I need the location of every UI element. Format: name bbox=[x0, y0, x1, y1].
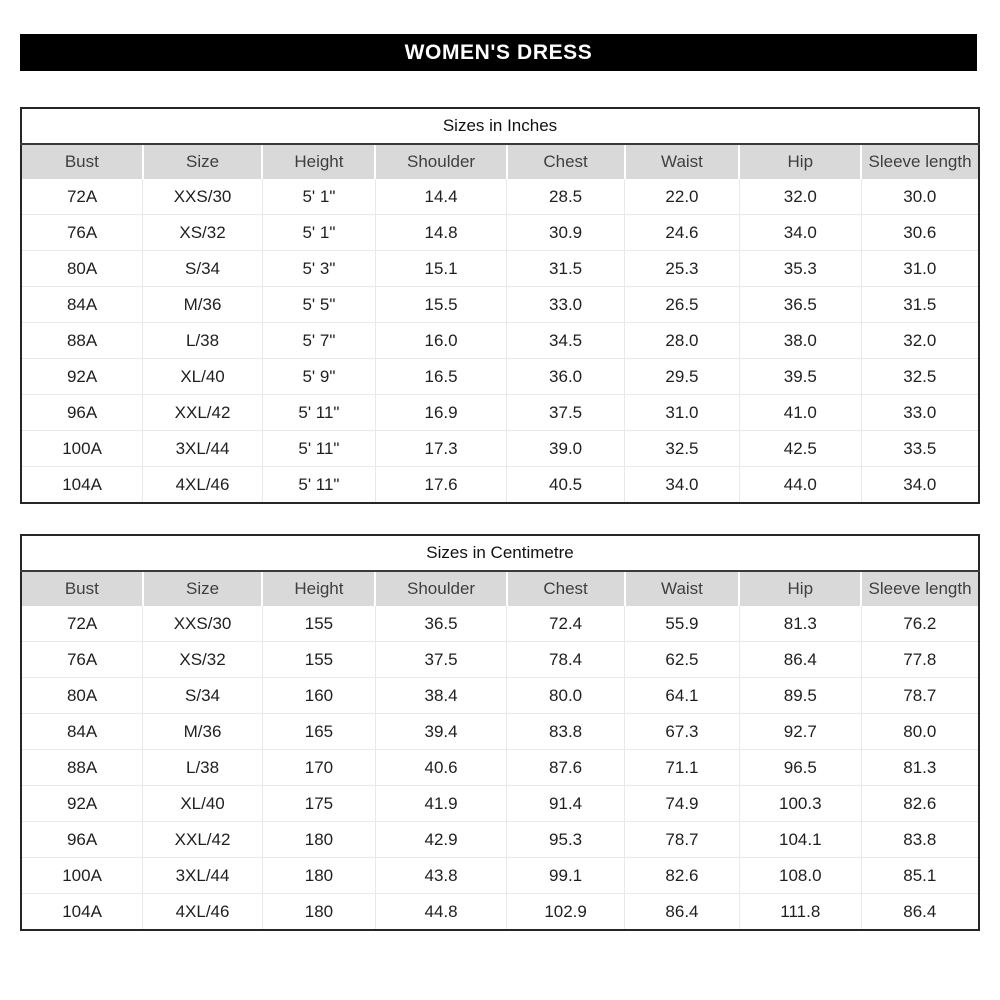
cell: 39.4 bbox=[375, 714, 506, 750]
table-row bbox=[21, 179, 979, 215]
cell: 84A bbox=[21, 287, 143, 323]
column-header-chest: Chest bbox=[507, 144, 625, 179]
cell: 31.0 bbox=[625, 395, 740, 431]
cell: 28.0 bbox=[625, 323, 740, 359]
cell: 78.7 bbox=[861, 678, 979, 714]
cell: 72A bbox=[21, 606, 143, 642]
cell: 32.0 bbox=[739, 179, 861, 215]
page-title: WOMEN'S DRESS bbox=[404, 40, 593, 64]
cell: 96A bbox=[21, 822, 143, 858]
cell: 34.0 bbox=[739, 215, 861, 251]
table-title-row bbox=[21, 108, 979, 144]
cell: 155 bbox=[262, 606, 375, 642]
cell: 104A bbox=[21, 467, 143, 504]
cell: 86.4 bbox=[739, 642, 861, 678]
cell: 30.9 bbox=[507, 215, 625, 251]
centimetre-table-section bbox=[20, 534, 980, 931]
table-row bbox=[21, 251, 979, 287]
cell: L/38 bbox=[143, 323, 263, 359]
cell: 37.5 bbox=[507, 395, 625, 431]
cell: 80A bbox=[21, 678, 143, 714]
cell: 76A bbox=[21, 215, 143, 251]
cell: 14.4 bbox=[375, 179, 506, 215]
cell: 35.3 bbox=[739, 251, 861, 287]
table-row bbox=[21, 714, 979, 750]
column-header-size: Size bbox=[143, 571, 263, 606]
cell: 81.3 bbox=[861, 750, 979, 786]
cell: 100.3 bbox=[739, 786, 861, 822]
column-header-shoulder: Shoulder bbox=[375, 144, 506, 179]
cell: 96A bbox=[21, 395, 143, 431]
column-header-hip: Hip bbox=[739, 144, 861, 179]
cell: 89.5 bbox=[739, 678, 861, 714]
table-body bbox=[21, 179, 979, 503]
cell: 5' 11" bbox=[262, 431, 375, 467]
cell: 40.5 bbox=[507, 467, 625, 504]
cell: 37.5 bbox=[375, 642, 506, 678]
column-header-height: Height bbox=[262, 144, 375, 179]
table-row bbox=[21, 678, 979, 714]
cell: 67.3 bbox=[625, 714, 740, 750]
table-row bbox=[21, 287, 979, 323]
cell: 15.5 bbox=[375, 287, 506, 323]
cell: 76.2 bbox=[861, 606, 979, 642]
table-title: Sizes in Centimetre bbox=[21, 535, 979, 571]
cell: 16.0 bbox=[375, 323, 506, 359]
cell: 30.0 bbox=[861, 179, 979, 215]
column-header-size: Size bbox=[143, 144, 263, 179]
cell: 104.1 bbox=[739, 822, 861, 858]
cell: 100A bbox=[21, 431, 143, 467]
cell: 29.5 bbox=[625, 359, 740, 395]
cell: 92A bbox=[21, 359, 143, 395]
cell: 85.1 bbox=[861, 858, 979, 894]
column-header-hip: Hip bbox=[739, 571, 861, 606]
column-header-sleeve-length: Sleeve length bbox=[861, 571, 979, 606]
column-header-chest: Chest bbox=[507, 571, 625, 606]
table-row bbox=[21, 642, 979, 678]
cell: 3XL/44 bbox=[143, 431, 263, 467]
sizes-in-inches-table bbox=[20, 107, 980, 504]
cell: 5' 1" bbox=[262, 179, 375, 215]
cell: 32.5 bbox=[625, 431, 740, 467]
table-title-row bbox=[21, 535, 979, 571]
cell: XXS/30 bbox=[143, 179, 263, 215]
cell: 26.5 bbox=[625, 287, 740, 323]
cell: XXS/30 bbox=[143, 606, 263, 642]
cell: 96.5 bbox=[739, 750, 861, 786]
table-title: Sizes in Inches bbox=[21, 108, 979, 144]
cell: 78.7 bbox=[625, 822, 740, 858]
table-row bbox=[21, 359, 979, 395]
cell: 4XL/46 bbox=[143, 467, 263, 504]
table-row bbox=[21, 822, 979, 858]
cell: 42.9 bbox=[375, 822, 506, 858]
cell: 41.9 bbox=[375, 786, 506, 822]
cell: 33.0 bbox=[507, 287, 625, 323]
cell: 5' 3" bbox=[262, 251, 375, 287]
cell: 39.5 bbox=[739, 359, 861, 395]
cell: 42.5 bbox=[739, 431, 861, 467]
cell: 180 bbox=[262, 858, 375, 894]
cell: 180 bbox=[262, 894, 375, 931]
cell: 34.0 bbox=[625, 467, 740, 504]
table-row bbox=[21, 858, 979, 894]
cell: 24.6 bbox=[625, 215, 740, 251]
table-body bbox=[21, 606, 979, 930]
cell: 31.0 bbox=[861, 251, 979, 287]
cell: 5' 11" bbox=[262, 467, 375, 504]
cell: 17.6 bbox=[375, 467, 506, 504]
cell: 180 bbox=[262, 822, 375, 858]
cell: 62.5 bbox=[625, 642, 740, 678]
cell: 91.4 bbox=[507, 786, 625, 822]
column-header-height: Height bbox=[262, 571, 375, 606]
cell: 86.4 bbox=[861, 894, 979, 931]
cell: 55.9 bbox=[625, 606, 740, 642]
cell: 5' 5" bbox=[262, 287, 375, 323]
cell: 82.6 bbox=[625, 858, 740, 894]
cell: 111.8 bbox=[739, 894, 861, 931]
cell: 5' 7" bbox=[262, 323, 375, 359]
cell: 64.1 bbox=[625, 678, 740, 714]
cell: 160 bbox=[262, 678, 375, 714]
column-header-bust: Bust bbox=[21, 571, 143, 606]
cell: 34.5 bbox=[507, 323, 625, 359]
cell: 36.5 bbox=[739, 287, 861, 323]
cell: 5' 11" bbox=[262, 395, 375, 431]
cell: 81.3 bbox=[739, 606, 861, 642]
cell: 72A bbox=[21, 179, 143, 215]
cell: 86.4 bbox=[625, 894, 740, 931]
cell: 74.9 bbox=[625, 786, 740, 822]
cell: 5' 1" bbox=[262, 215, 375, 251]
cell: XS/32 bbox=[143, 642, 263, 678]
cell: 32.0 bbox=[861, 323, 979, 359]
cell: 71.1 bbox=[625, 750, 740, 786]
sizes-in-centimetre-table bbox=[20, 534, 980, 931]
cell: 32.5 bbox=[861, 359, 979, 395]
cell: 38.0 bbox=[739, 323, 861, 359]
cell: 80.0 bbox=[861, 714, 979, 750]
table-row bbox=[21, 467, 979, 504]
cell: 3XL/44 bbox=[143, 858, 263, 894]
table-row bbox=[21, 894, 979, 931]
cell: 28.5 bbox=[507, 179, 625, 215]
table-row bbox=[21, 395, 979, 431]
table-row bbox=[21, 215, 979, 251]
cell: 39.0 bbox=[507, 431, 625, 467]
cell: 165 bbox=[262, 714, 375, 750]
table-row bbox=[21, 750, 979, 786]
cell: 108.0 bbox=[739, 858, 861, 894]
cell: 155 bbox=[262, 642, 375, 678]
cell: XXL/42 bbox=[143, 395, 263, 431]
cell: 31.5 bbox=[861, 287, 979, 323]
cell: 83.8 bbox=[507, 714, 625, 750]
cell: XS/32 bbox=[143, 215, 263, 251]
cell: L/38 bbox=[143, 750, 263, 786]
column-header-shoulder: Shoulder bbox=[375, 571, 506, 606]
cell: 78.4 bbox=[507, 642, 625, 678]
cell: 100A bbox=[21, 858, 143, 894]
cell: 76A bbox=[21, 642, 143, 678]
cell: 44.0 bbox=[739, 467, 861, 504]
column-header-row bbox=[21, 571, 979, 606]
cell: 36.5 bbox=[375, 606, 506, 642]
cell: 31.5 bbox=[507, 251, 625, 287]
table-row bbox=[21, 431, 979, 467]
cell: 77.8 bbox=[861, 642, 979, 678]
table-row bbox=[21, 786, 979, 822]
cell: 33.0 bbox=[861, 395, 979, 431]
column-header-waist: Waist bbox=[625, 571, 740, 606]
cell: 82.6 bbox=[861, 786, 979, 822]
table-row bbox=[21, 323, 979, 359]
cell: 102.9 bbox=[507, 894, 625, 931]
cell: 33.5 bbox=[861, 431, 979, 467]
cell: 92A bbox=[21, 786, 143, 822]
cell: 87.6 bbox=[507, 750, 625, 786]
cell: 99.1 bbox=[507, 858, 625, 894]
cell: 16.5 bbox=[375, 359, 506, 395]
column-header-row bbox=[21, 144, 979, 179]
column-header-waist: Waist bbox=[625, 144, 740, 179]
cell: 5' 9" bbox=[262, 359, 375, 395]
cell: 80A bbox=[21, 251, 143, 287]
cell: 83.8 bbox=[861, 822, 979, 858]
cell: 92.7 bbox=[739, 714, 861, 750]
cell: 30.6 bbox=[861, 215, 979, 251]
cell: 175 bbox=[262, 786, 375, 822]
cell: 36.0 bbox=[507, 359, 625, 395]
cell: S/34 bbox=[143, 678, 263, 714]
cell: 80.0 bbox=[507, 678, 625, 714]
cell: 16.9 bbox=[375, 395, 506, 431]
cell: 40.6 bbox=[375, 750, 506, 786]
cell: 4XL/46 bbox=[143, 894, 263, 931]
cell: XXL/42 bbox=[143, 822, 263, 858]
cell: M/36 bbox=[143, 287, 263, 323]
title-banner bbox=[20, 34, 977, 71]
cell: 95.3 bbox=[507, 822, 625, 858]
cell: 84A bbox=[21, 714, 143, 750]
cell: 34.0 bbox=[861, 467, 979, 504]
cell: 43.8 bbox=[375, 858, 506, 894]
cell: 170 bbox=[262, 750, 375, 786]
cell: S/34 bbox=[143, 251, 263, 287]
cell: 17.3 bbox=[375, 431, 506, 467]
cell: 41.0 bbox=[739, 395, 861, 431]
cell: M/36 bbox=[143, 714, 263, 750]
cell: 72.4 bbox=[507, 606, 625, 642]
cell: 88A bbox=[21, 323, 143, 359]
cell: 15.1 bbox=[375, 251, 506, 287]
cell: 104A bbox=[21, 894, 143, 931]
table-row bbox=[21, 606, 979, 642]
cell: XL/40 bbox=[143, 786, 263, 822]
column-header-bust: Bust bbox=[21, 144, 143, 179]
cell: 14.8 bbox=[375, 215, 506, 251]
inches-table-section bbox=[20, 107, 980, 504]
cell: XL/40 bbox=[143, 359, 263, 395]
column-header-sleeve-length: Sleeve length bbox=[861, 144, 979, 179]
cell: 38.4 bbox=[375, 678, 506, 714]
cell: 22.0 bbox=[625, 179, 740, 215]
cell: 44.8 bbox=[375, 894, 506, 931]
cell: 88A bbox=[21, 750, 143, 786]
cell: 25.3 bbox=[625, 251, 740, 287]
